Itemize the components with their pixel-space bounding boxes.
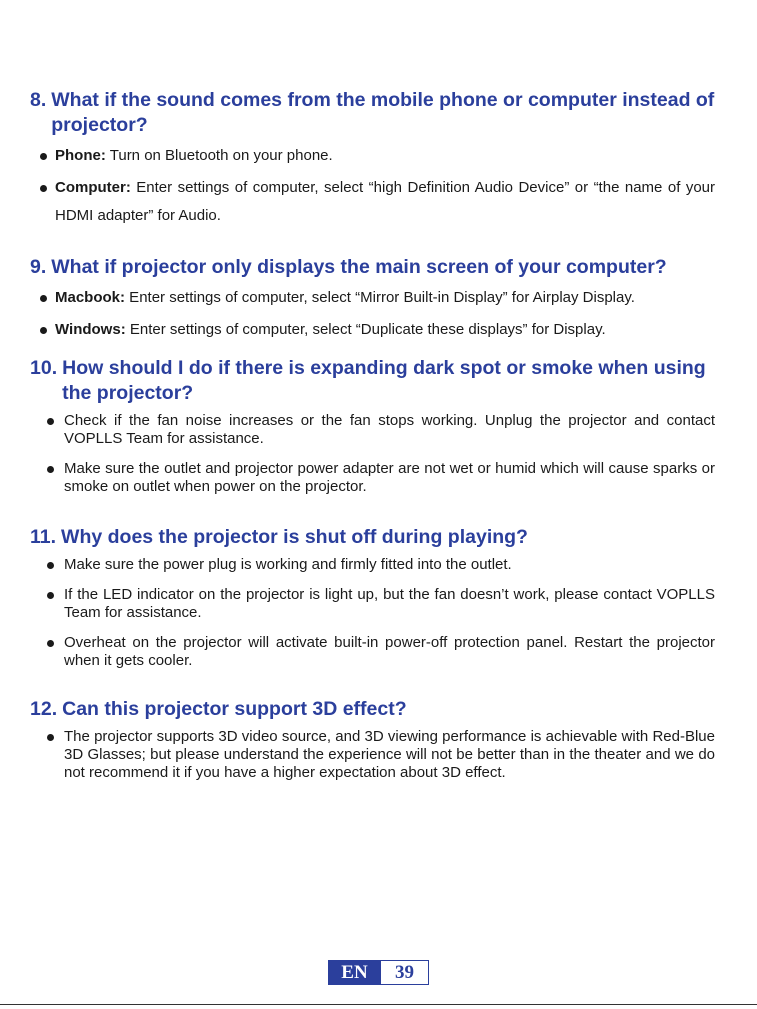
- page-number: 39: [381, 960, 429, 985]
- question-number: 11.: [30, 526, 57, 548]
- answer-list: [30, 284, 715, 344]
- answer-list: [30, 556, 715, 670]
- question-heading: [30, 356, 715, 406]
- answer-item: [30, 316, 715, 344]
- answer-label: Computer:: [55, 179, 131, 196]
- answer-list: [30, 412, 715, 496]
- answer-item: If the LED indicator on the projector is light up, but the fan doesn’t work, please contact VOPLLS Team for assistance.: [30, 586, 715, 622]
- footer-divider: [0, 1004, 757, 1005]
- answer-text: Turn on Bluetooth on your phone.: [105, 147, 333, 164]
- answer-item: Make sure the power plug is working and firmly fitted into the outlet.: [30, 556, 715, 574]
- question-number: 8.: [30, 89, 47, 111]
- language-tag: EN: [328, 960, 381, 985]
- answer-item: Check if the fan noise increases or the fan stops working. Unplug the projector and contact VOPLLS Team for assistance.: [30, 412, 715, 448]
- faq-section-10: [30, 356, 715, 508]
- question-number: 12.: [30, 698, 58, 720]
- question-heading: [30, 697, 715, 722]
- page-number-badge: [328, 960, 429, 985]
- question-number: 10.: [30, 357, 58, 379]
- question-text: Can this projector support 3D effect?: [62, 698, 407, 720]
- question-number: 9.: [30, 256, 47, 278]
- question-text: Why does the projector is shut off during playing?: [61, 526, 528, 548]
- question-text: What if the sound comes from the mobile phone or computer instead of projector?: [51, 89, 715, 136]
- answer-item: Make sure the outlet and projector power adapter are not wet or humid which will cause sparks or smoke on outlet when power on the projector.: [30, 460, 715, 496]
- faq-section-9: [30, 255, 715, 348]
- answer-label: Phone:: [55, 147, 106, 164]
- faq-section-8: [30, 88, 715, 234]
- question-heading: [30, 88, 715, 138]
- answer-label: Macbook:: [55, 289, 126, 306]
- question-heading: [30, 525, 715, 550]
- answer-item: [30, 142, 715, 170]
- question-text: How should I do if there is expanding dark spot or smoke when using the projector?: [62, 357, 706, 404]
- answer-text: Enter settings of computer, select “Duplicate these displays” for Display.: [125, 321, 606, 338]
- question-text: What if projector only displays the main screen of your computer?: [51, 256, 667, 278]
- answer-list: [30, 728, 715, 782]
- faq-section-12: [30, 697, 715, 794]
- answer-text: Enter settings of computer, select “Mirror Built-in Display” for Airplay Display.: [125, 289, 635, 306]
- answer-item: Overheat on the projector will activate built-in power-off protection panel. Restart the projector when it gets cooler.: [30, 634, 715, 670]
- answer-list: [30, 142, 715, 230]
- answer-item: [30, 174, 715, 230]
- answer-text: Enter settings of computer, select “high Definition Audio Device” or “the name of your HDMI adapter” for Audio.: [55, 179, 715, 224]
- faq-section-11: [30, 525, 715, 682]
- question-heading: [30, 255, 715, 280]
- answer-label: Windows:: [55, 321, 126, 338]
- answer-item: [30, 284, 715, 312]
- answer-item: The projector supports 3D video source, and 3D viewing performance is achievable with Red-Blue 3D Glasses; but please understand the experience will not be better than in the theater and we do not recommend it if you have a higher expectation about 3D effect.: [30, 728, 715, 782]
